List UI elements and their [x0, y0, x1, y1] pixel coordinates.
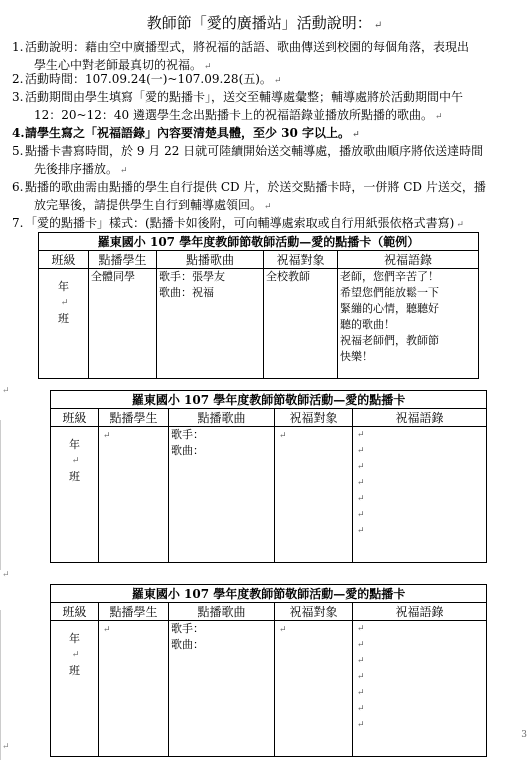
paragraph-mark: ↵	[357, 656, 365, 666]
item-text: 「愛的點播卡」樣式：(點播卡如後附，可向輔導處索取或自行用紙張依格式書寫)	[25, 216, 455, 230]
column-header: 祝福語錄	[338, 251, 479, 269]
item-number: 7.	[12, 216, 24, 230]
paragraph-mark: ↵	[279, 431, 287, 441]
item-text: 先後排序播放。	[34, 162, 119, 176]
song-text: 歌曲：祝福	[159, 286, 214, 299]
target-text: 全校教師	[266, 270, 310, 283]
paragraph-mark: ↵	[103, 625, 111, 635]
message-cell-line: 緊繃的心情，聽聽好	[340, 302, 439, 315]
item-5-line-1	[12, 142, 483, 160]
paragraph-mark: ↵	[434, 112, 443, 122]
class-cell	[51, 427, 99, 563]
column-header: 點播歌曲	[157, 251, 264, 269]
student-cell	[99, 621, 169, 757]
column-header: 點播歌曲	[169, 409, 275, 427]
paragraph-mark: ↵	[357, 510, 365, 520]
target-cell	[275, 427, 353, 563]
paragraph-mark: ↵	[357, 494, 365, 504]
item-7-line-1	[12, 214, 464, 234]
grade-label: 年	[58, 280, 69, 293]
paragraph-mark: ↵	[352, 130, 360, 140]
column-header: 祝福語錄	[353, 603, 487, 621]
item-text: 活動說明：藉由空中廣播型式，將祝福的話語、歌曲傳送到校園的每個角落，表現出	[25, 40, 470, 54]
singer-label: 歌手：	[171, 428, 204, 441]
message-cell-line: 老師，您們辛苦了！	[340, 270, 439, 283]
item-text: 活動期間由學生填寫「愛的點播卡」，送交至輔導處彙整；輔導處將於活動期間中午	[25, 90, 464, 104]
paragraph-mark: ↵	[357, 526, 365, 536]
target-cell	[264, 269, 338, 379]
column-header: 祝福對象	[275, 409, 353, 427]
column-header: 點播歌曲	[169, 603, 275, 621]
column-header: 點播學生	[89, 251, 157, 269]
blank-card-2-table	[50, 584, 487, 757]
paragraph-mark: ↵	[357, 704, 365, 714]
margin-line	[0, 420, 1, 570]
margin-paragraph-mark: ↵	[2, 386, 10, 396]
message-cell-line: 快樂！	[340, 350, 373, 363]
song-label: 歌曲：	[171, 444, 204, 457]
paragraph-mark: ↵	[357, 430, 365, 440]
paragraph-mark: ↵	[120, 166, 128, 176]
singer-text: 歌手：張學友	[159, 270, 225, 283]
item-text: 點播卡書寫時間，於 9 月 22 日就可陸續開始送交輔導處，播放歌曲順序將依送達時間	[25, 144, 484, 158]
song-cell	[169, 621, 275, 757]
paragraph-mark: ↵	[71, 456, 80, 466]
message-cell	[353, 621, 487, 757]
paragraph-mark: ↵	[357, 672, 365, 682]
item-1-line-1	[12, 38, 469, 56]
class-cell	[39, 269, 89, 379]
item-3-line-1	[12, 88, 463, 106]
paragraph-mark: ↵	[103, 431, 111, 441]
item-2-line-1	[12, 70, 281, 90]
grade-label: 年	[69, 632, 80, 645]
paragraph-mark: ↵	[273, 76, 282, 86]
margin-paragraph-mark: ↵	[2, 742, 10, 752]
paragraph-mark: ↵	[357, 640, 365, 650]
paragraph-mark: ↵	[357, 478, 365, 488]
column-header: 祝福對象	[264, 251, 338, 269]
paragraph-mark: ↵	[204, 62, 212, 72]
paragraph-mark: ↵	[357, 688, 365, 698]
paragraph-mark: ↵	[71, 650, 80, 660]
page-number: 3	[521, 730, 527, 740]
singer-label: 歌手：	[171, 622, 204, 635]
item-text: 學生心中對老師最真切的祝福。	[34, 58, 203, 72]
card-caption: 羅東國小 107 學年度教師節敬師活動—愛的點播卡	[51, 391, 487, 409]
paragraph-mark: ↵	[357, 720, 365, 730]
column-header: 點播學生	[99, 409, 169, 427]
column-header: 祝福對象	[275, 603, 353, 621]
message-cell-line: 希望您們能放鬆一下	[340, 286, 439, 299]
paragraph-mark: ↵	[60, 298, 69, 308]
student-cell	[89, 269, 157, 379]
margin-paragraph-mark: ↵	[2, 570, 10, 580]
title-text: 教師節「愛的廣播站」活動說明：	[146, 14, 372, 32]
item-number: 5.	[12, 144, 24, 158]
paragraph-mark: ↵	[357, 624, 365, 634]
message-cell-line: 聽的歌曲！	[340, 318, 395, 331]
grade-label: 年	[69, 438, 80, 451]
paragraph-mark: ↵	[357, 462, 365, 472]
column-header: 點播學生	[99, 603, 169, 621]
item-number: 6.	[12, 180, 24, 194]
column-header: 祝福語錄	[353, 409, 487, 427]
item-text: 放完畢後，請提供學生自行到輔導處領回。	[34, 198, 263, 212]
paragraph-mark: ↵	[279, 625, 287, 635]
column-header: 班級	[51, 409, 99, 427]
paragraph-mark: ↵	[264, 202, 272, 212]
item-4-line-1	[12, 124, 360, 144]
card-row	[39, 269, 479, 379]
card-row	[51, 427, 487, 563]
class-label: 班	[69, 470, 80, 483]
blank-card-1-table	[50, 390, 487, 563]
student-name: 全體同學	[91, 270, 135, 283]
message-cell	[338, 269, 479, 379]
class-cell	[51, 621, 99, 757]
class-label: 班	[58, 312, 69, 325]
column-header: 班級	[51, 603, 99, 621]
item-text: 請學生寫之「祝福語錄」內容要清楚具體，至少 30 字以上。	[25, 126, 351, 140]
paragraph-mark: ↵	[456, 220, 464, 230]
class-label: 班	[69, 664, 80, 677]
card-caption: 羅東國小 107 學年度教師節敬師活動—愛的點播卡（範例）	[39, 233, 479, 251]
margin-line	[0, 610, 1, 760]
song-label: 歌曲：	[171, 638, 204, 651]
song-cell	[169, 427, 275, 563]
target-cell	[275, 621, 353, 757]
song-cell	[157, 269, 264, 379]
item-number: 2.	[12, 72, 24, 86]
item-6-line-2	[34, 196, 272, 213]
item-text: 活動時間：107.09.24(一)~107.09.28(五)。	[25, 72, 272, 86]
paragraph-mark: ↵	[373, 20, 383, 31]
example-card-table	[38, 232, 479, 379]
item-number: 3.	[12, 90, 24, 104]
message-cell-line: 祝福老師們，教師節	[340, 334, 439, 347]
message-cell	[353, 427, 487, 563]
item-number: 1.	[12, 40, 24, 54]
card-caption: 羅東國小 107 學年度教師節敬師活動—愛的點播卡	[51, 585, 487, 603]
item-3-line-2	[34, 106, 443, 123]
student-cell	[99, 427, 169, 563]
item-6-line-1	[12, 178, 486, 196]
card-row	[51, 621, 487, 757]
column-header: 班級	[39, 251, 89, 269]
item-number: 4.	[12, 126, 25, 140]
paragraph-mark: ↵	[357, 446, 365, 456]
item-text: 點播的歌曲需由點播的學生自行提供 CD 片，於送交點播卡時，一併將 CD 片送交，播	[25, 180, 486, 194]
item-5-line-2	[34, 160, 128, 177]
page-title	[0, 12, 529, 33]
item-text: 12：20~12：40 遴選學生念出點播卡上的祝福語錄並播放所點播的歌曲。	[34, 108, 433, 122]
